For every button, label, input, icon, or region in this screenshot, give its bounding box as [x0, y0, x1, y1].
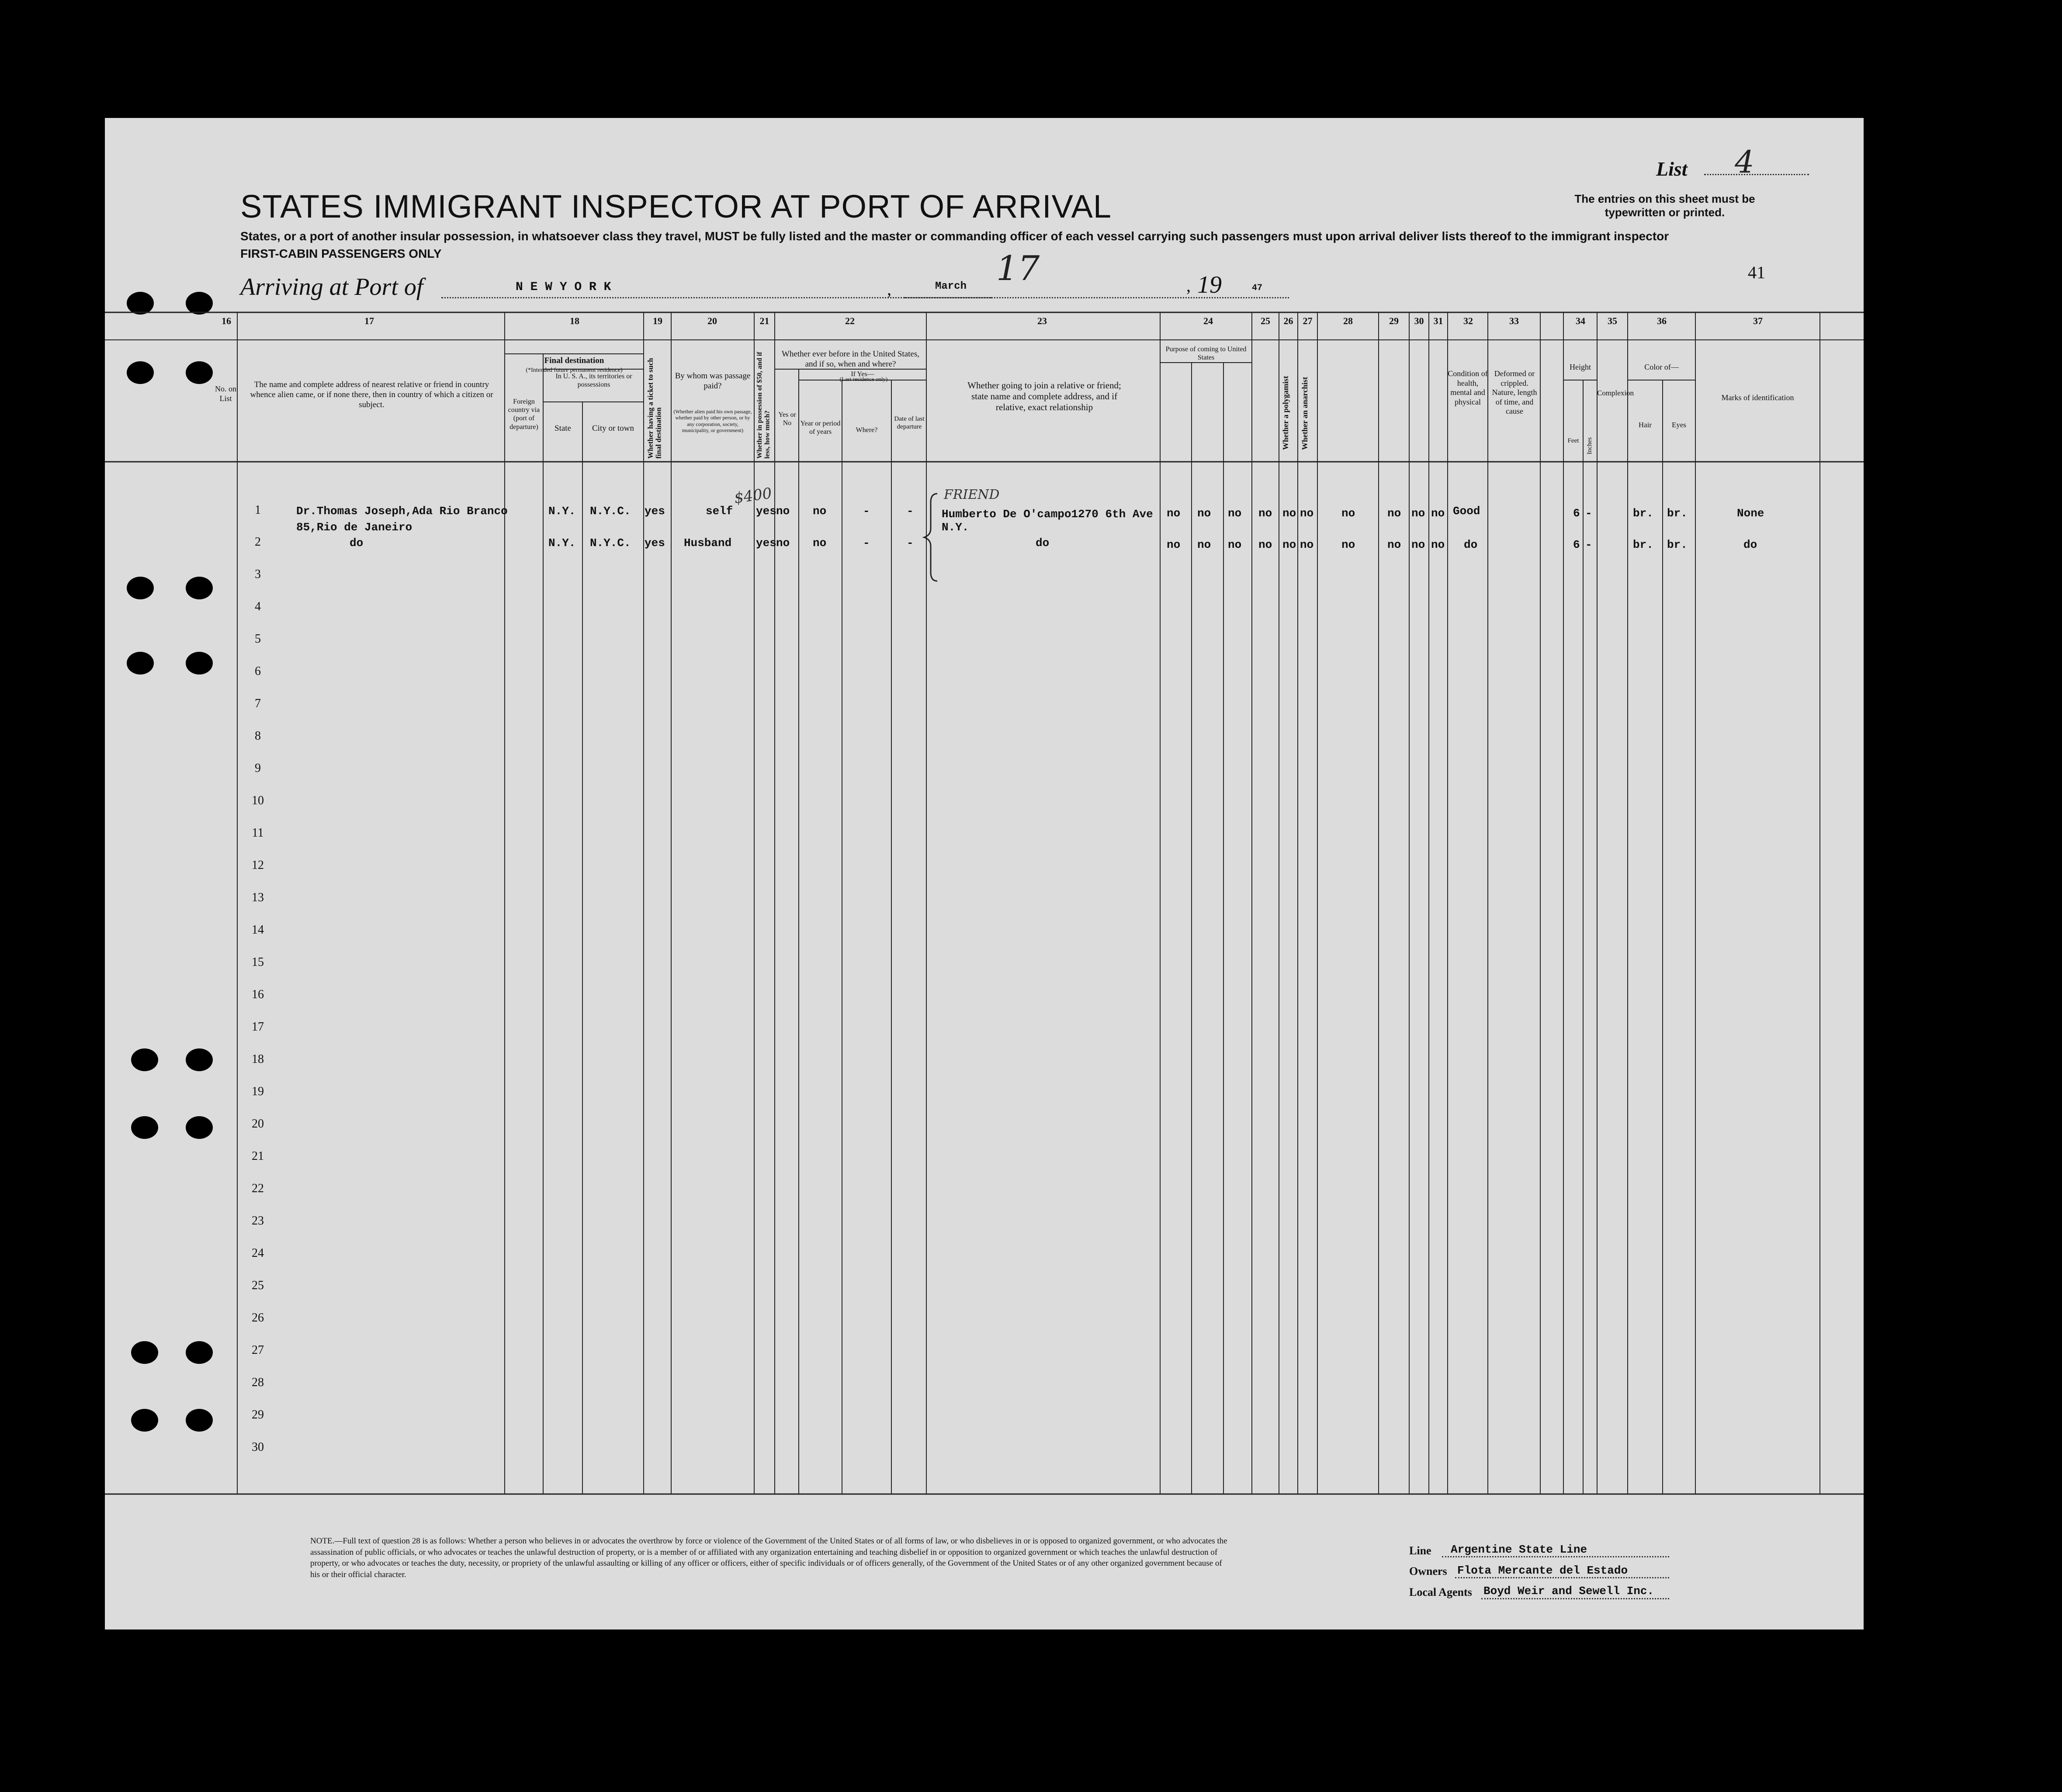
marks: None	[1737, 507, 1764, 520]
row-number: 7	[255, 697, 261, 710]
col-number: 33	[1509, 315, 1519, 326]
comma: ,	[887, 279, 891, 299]
form-title: STATES IMMIGRANT INSPECTOR AT PORT OF ARRIVAL	[240, 188, 1112, 225]
form-subtitle: States, or a port of another insular possession, in whatsoever class they travel, MUST be fully listed and the master or commanding officer of each vessel carrying such passengers must upon arrival deliver lists thereof to the immigrant inspector	[240, 229, 1669, 243]
q29: no	[1387, 507, 1401, 520]
header-color-of: Color of—	[1644, 363, 1679, 371]
col-number: 30	[1414, 315, 1424, 326]
col-number: 31	[1433, 315, 1443, 326]
col-number: 32	[1463, 315, 1473, 326]
header-no-on-list: No. on List	[215, 384, 236, 403]
col-number: 26	[1283, 315, 1293, 326]
header-anarchist: Whether an anarchist	[1300, 377, 1309, 450]
row-number: 9	[255, 761, 261, 775]
row-number: 29	[252, 1408, 264, 1422]
relative-name: do	[350, 536, 364, 550]
row-number: 14	[252, 923, 264, 937]
header-complexion: Complexion	[1597, 389, 1634, 397]
header-height: Height	[1570, 363, 1591, 371]
col-number: 16	[222, 315, 231, 326]
height-feet: 6	[1573, 538, 1580, 551]
where: -	[863, 505, 870, 518]
header-inches: Inches	[1586, 437, 1593, 454]
header-deformed: Deformed or crippled. Nature, length of time, and cause	[1492, 369, 1537, 416]
comma: ,	[1186, 276, 1191, 295]
col-number: 27	[1303, 315, 1313, 326]
col-number: 28	[1343, 315, 1353, 326]
join-relative: Humberto De O'campo1270 6th Ave	[942, 508, 1153, 521]
col-number: 25	[1261, 315, 1270, 326]
header-year-period: Year or period of years	[800, 420, 841, 436]
q30: no	[1411, 507, 1425, 520]
join-relative-address: N.Y.	[942, 521, 969, 534]
paid-by: self	[706, 505, 733, 518]
possession: yes	[756, 505, 776, 518]
polygamist: no	[1282, 538, 1296, 551]
agents-label: Local Agents	[1409, 1586, 1472, 1598]
purpose: no	[1167, 507, 1181, 520]
q28: no	[1341, 507, 1355, 520]
purpose-length: no	[1197, 507, 1211, 520]
header-polygamist: Whether a polygamist	[1281, 376, 1290, 450]
header-foreign-country: Foreign country via (port of departure)	[508, 398, 540, 431]
height-inches: -	[1585, 538, 1592, 551]
list-label: List	[1656, 158, 1688, 180]
condition: do	[1464, 538, 1478, 551]
q31: no	[1431, 507, 1445, 520]
date-departure: -	[907, 505, 914, 518]
condition: Good	[1453, 505, 1480, 518]
date-departure: -	[907, 536, 914, 550]
header-state: State	[554, 424, 571, 433]
row-number: 8	[255, 729, 261, 743]
year-period: no	[813, 536, 827, 550]
col-number: 19	[653, 315, 662, 326]
ever-before: no	[776, 536, 790, 550]
eye-color: br.	[1667, 507, 1688, 520]
row-number: 25	[252, 1279, 264, 1292]
dest-city: N.Y.C.	[590, 505, 631, 518]
row-number: 19	[252, 1085, 264, 1098]
row-number: 6	[255, 664, 261, 678]
q25: no	[1258, 507, 1272, 520]
header-purpose: Purpose of coming to United States	[1165, 346, 1247, 362]
line-label: Line	[1409, 1544, 1431, 1557]
col-number: 20	[707, 315, 717, 326]
paid-by: Husband	[684, 536, 732, 550]
marks: do	[1743, 538, 1757, 551]
row-number: 27	[252, 1343, 264, 1357]
row-number: 2	[255, 535, 261, 549]
page-number: 41	[1748, 263, 1765, 282]
height-inches: -	[1585, 507, 1592, 520]
col-number: 18	[570, 315, 579, 326]
relative-name: Dr.Thomas Joseph,Ada Rio Branco	[296, 505, 508, 518]
header-feet: Feet	[1567, 437, 1579, 444]
handwritten-money: $400	[733, 484, 773, 507]
row-number: 21	[252, 1149, 264, 1163]
row-number: 13	[252, 891, 264, 904]
eye-color: br.	[1667, 538, 1688, 551]
purpose: no	[1167, 538, 1181, 551]
year-suffix: 47	[1252, 283, 1263, 293]
header-last-residence: (Last residence only)	[839, 376, 888, 382]
purpose-remain: no	[1228, 507, 1242, 520]
q30: no	[1411, 538, 1425, 551]
row-number: 30	[252, 1440, 264, 1454]
year-period: no	[813, 505, 827, 518]
col-number: 22	[845, 315, 855, 326]
port-name: N E W Y O R K	[516, 280, 611, 294]
manifest-sheet	[105, 118, 1864, 1629]
arrival-month: March	[935, 280, 967, 292]
dest-city: N.Y.C.	[590, 536, 631, 550]
join-relative: do	[1036, 536, 1050, 550]
header-final-destination-note: (*Intended future permanent residence)	[526, 367, 623, 374]
arriving-label: Arriving at Port of	[240, 273, 423, 301]
col-number: 36	[1657, 315, 1667, 326]
header-in-usa: In U. S. A., its territories or possessions	[555, 373, 632, 389]
hair-color: br.	[1633, 538, 1653, 551]
row-number: 1	[255, 503, 261, 517]
dest-state: N.Y.	[548, 505, 576, 518]
col-number: 35	[1608, 315, 1617, 326]
possession: yes	[756, 536, 776, 550]
year-prefix: 19	[1197, 271, 1222, 298]
q25: no	[1258, 538, 1272, 551]
row-number: 22	[252, 1182, 264, 1195]
q29: no	[1387, 538, 1401, 551]
row-number: 10	[252, 794, 264, 807]
dest-state: N.Y.	[548, 536, 576, 550]
first-cabin-label: FIRST-CABIN PASSENGERS ONLY	[240, 247, 442, 260]
row-number: 12	[252, 858, 264, 872]
row-number: 18	[252, 1052, 264, 1066]
header-date-departure: Date of last departure	[894, 415, 925, 430]
polygamist: no	[1282, 507, 1296, 520]
relative-address: 85,Rio de Janeiro	[296, 521, 412, 534]
list-number: 4	[1735, 144, 1754, 180]
line-underline	[1442, 1556, 1669, 1557]
height-feet: 6	[1573, 507, 1580, 520]
col-number: 23	[1037, 315, 1047, 326]
hair-color: br.	[1633, 507, 1653, 520]
row-number: 16	[252, 988, 264, 1001]
owners-underline	[1455, 1577, 1669, 1578]
row-number: 23	[252, 1214, 264, 1228]
typewritten-notice: The entries on this sheet must be typewritten or printed.	[1574, 192, 1755, 219]
row-number: 17	[252, 1020, 264, 1034]
col-number: 34	[1576, 315, 1585, 326]
agents-value: Boyd Weir and Sewell Inc.	[1483, 1584, 1654, 1598]
row-number: 4	[255, 600, 261, 613]
owners-value: Flota Mercante del Estado	[1457, 1564, 1628, 1577]
anarchist: no	[1300, 507, 1314, 520]
header-eyes: Eyes	[1671, 421, 1687, 429]
row-number: 15	[252, 955, 264, 969]
purpose-remain: no	[1228, 538, 1242, 551]
header-hair: Hair	[1638, 421, 1652, 429]
header-if-yes: If Yes—	[851, 370, 874, 378]
row-number: 26	[252, 1311, 264, 1325]
header-possession: Whether in possession of $50, and if less, how much?	[756, 352, 771, 459]
header-relative: The name and complete address of nearest relative or friend in country whence alien came, or if none there, then in country of which a citizen or subject.	[250, 380, 493, 409]
q31: no	[1431, 538, 1445, 551]
anarchist: no	[1300, 538, 1314, 551]
row-number: 28	[252, 1376, 264, 1389]
row-number: 24	[252, 1246, 264, 1260]
header-passage-note: (Whether alien paid his own passage, whether paid by other person, or by any corporation, society, municipality, or government)	[673, 408, 752, 434]
header-condition: Condition of health, mental and physical	[1448, 369, 1488, 406]
header-final-destination: Final destination	[544, 356, 604, 365]
agents-underline	[1481, 1598, 1669, 1599]
col-number: 17	[364, 315, 374, 326]
row-number: 5	[255, 632, 261, 646]
header-marks: Marks of identification	[1721, 393, 1794, 402]
handwritten-friend: FRIEND	[944, 487, 1000, 502]
header-ticket: Whether having a ticket to such final destination	[646, 358, 663, 459]
owners-label: Owners	[1409, 1565, 1447, 1578]
ticket: yes	[645, 536, 665, 550]
header-ever-before: Whether ever before in the United States, and if so, when and where?	[782, 349, 919, 369]
header-where: Where?	[856, 426, 878, 434]
header-join-relative: Whether going to join a relative or friend; state name and complete address, and if relative, exact relationship	[967, 380, 1121, 413]
col-number: 29	[1389, 315, 1399, 326]
col-number: 37	[1753, 315, 1763, 326]
col-number: 24	[1203, 315, 1213, 326]
ever-before: no	[776, 505, 790, 518]
q28: no	[1341, 538, 1355, 551]
header-yes-no: Yes or No	[778, 411, 796, 427]
row-number: 3	[255, 567, 261, 581]
row-number: 20	[252, 1117, 264, 1131]
arrival-day: 17	[996, 249, 1040, 288]
header-city: City or town	[592, 424, 634, 433]
row-number: 11	[252, 826, 264, 840]
table-grid	[105, 118, 1864, 1629]
where: -	[863, 536, 870, 550]
ticket: yes	[645, 505, 665, 518]
line-value: Argentine State Line	[1451, 1543, 1587, 1556]
col-number: 21	[759, 315, 769, 326]
purpose-length: no	[1197, 538, 1211, 551]
header-passage-paid: By whom was passage paid?	[675, 371, 751, 391]
footnote: NOTE.—Full text of question 28 is as follows: Whether a person who believes in or advocates the overthrow by force or violence of the Government of the United States or of all forms of law, or who disbelieves in or is opposed to organized government, or who advocates the assassination of public officials, or who advocates or teaches the unlawful destruction of property, or is a member of or affiliated with any organization entertaining and teaching disbelief in or opposition to organized government or which teaches the unlawful destruction of property, or who advocates or teaches the duty, necessity, or propriety of the unlawful assaulting or killing of any officer or officers, either of specific individuals or of officers generally, of the Government of the United States or of any other organized government because of his or their official character.	[310, 1536, 1227, 1579]
